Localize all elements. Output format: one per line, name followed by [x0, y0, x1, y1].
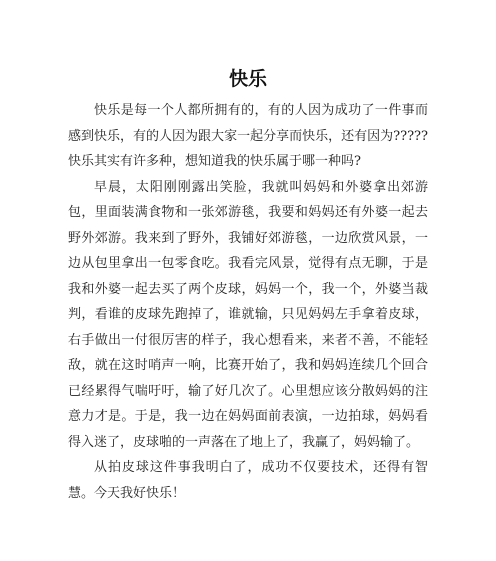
paragraph-story: 早晨，太阳刚刚露出笑脸，我就叫妈妈和外婆拿出郊游包，里面装满食物和一张郊游毯，我要和妈妈还有外婆一起去野外郊游。我来到了野外，我铺好郊游毯，一边欣赏风景，一边从包里拿出一包零食吃。我看完风景，觉得有点无聊，于是我和外婆一起去买了两个皮球，妈妈一个，我一个，外婆当裁判，看谁的皮球先跑掉了，谁就输，只见妈妈左手拿着皮球，右手做出一付很厉害的样子，我心想看来，来者不善，不能轻敌，就在这时哨声一响，比赛开始了，我和妈妈连续几个回合已经累得气喘吁吁，输了好几次了。心里想应该分散妈妈的注意力才是。于是，我一边在妈妈面前表演，一边拍球，妈妈看得入迷了，皮球啪的一声落在了地上了，我赢了，妈妈输了。 [68, 179, 428, 450]
paragraph-conclusion: 从拍皮球这件事我明白了，成功不仅要技术，还得有智慧。今天我好快乐！ [68, 460, 428, 501]
paragraph-intro: 快乐是每一个人都所拥有的，有的人因为成功了一件事而感到快乐，有的人因为跟大家一起分享而快乐，还有因为?????快乐其实有许多种，想知道我的快乐属于哪一种吗? [68, 103, 428, 169]
page-title: 快乐 [228, 68, 267, 90]
article-body [68, 98, 428, 506]
